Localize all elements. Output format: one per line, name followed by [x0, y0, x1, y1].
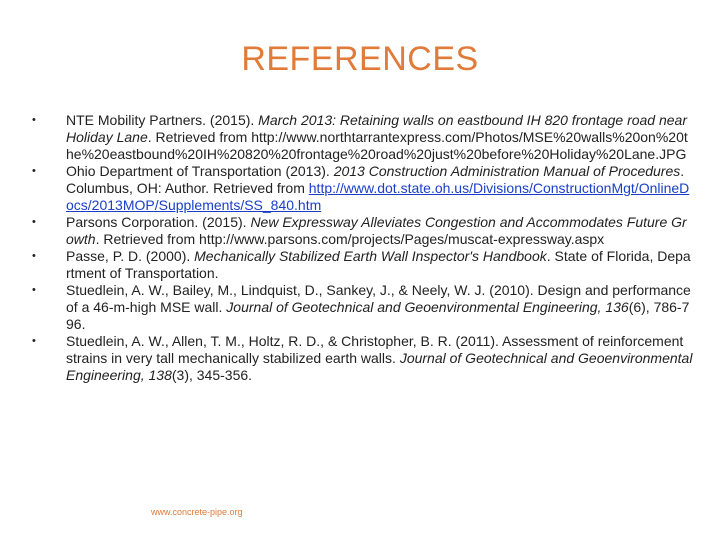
reference-source: . Columbus, OH: Author. Retrieved from — [66, 163, 685, 196]
reference-source: (6), 786-796. — [66, 299, 690, 332]
reference-authors: Stuedlein, A. W., Bailey, M., Lindquist, D., Sankey, J., & Neely, W. J. (2010). Design and performance of a 46-m-high MSE wall. — [66, 282, 691, 315]
references-list — [30, 112, 694, 384]
reference-text — [66, 333, 694, 384]
reference-title: Journal of Geotechnical and Geoenvironmental Engineering, 138 — [66, 350, 693, 383]
reference-text — [66, 163, 694, 214]
reference-source: . Retrieved from http://www.northtarrantexpress.com/Photos/MSE%20walls%20on%20the%20eastbound%20IH%20820%20frontage%20road%20just%20before%20Holiday%20Lane.JPG — [66, 129, 688, 162]
bullet-icon: • — [32, 250, 36, 262]
reference-authors: Passe, P. D. (2000). — [66, 248, 195, 264]
reference-title: 2013 Construction Administration Manual of Procedures — [333, 163, 681, 179]
reference-text — [66, 214, 694, 248]
reference-text — [66, 282, 694, 333]
bullet-icon: • — [32, 216, 36, 228]
reference-item — [30, 282, 694, 333]
reference-item — [30, 248, 694, 282]
bullet-icon: • — [32, 335, 36, 347]
reference-source: . Retrieved from http://www.parsons.com/projects/Pages/muscat-expressway.aspx — [95, 231, 605, 247]
reference-title: Journal of Geotechnical and Geoenvironmental Engineering, 136 — [226, 299, 629, 315]
reference-authors: Parsons Corporation. (2015). — [66, 214, 251, 230]
reference-authors: Ohio Department of Transportation (2013). — [66, 163, 334, 179]
reference-item — [30, 333, 694, 384]
reference-item — [30, 163, 694, 214]
reference-text — [66, 112, 694, 163]
reference-text — [66, 248, 694, 282]
reference-title: New Expressway Alleviates Congestion and Accommodates Future Growth — [66, 214, 687, 247]
reference-link[interactable]: http://www.dot.state.oh.us/Divisions/ConstructionMgt/OnlineDocs/2013MOP/Supplements/SS_840.htm — [66, 180, 690, 213]
reference-title: Mechanically Stabilized Earth Wall Inspector's Handbook — [194, 248, 547, 264]
bullet-icon: • — [32, 284, 36, 296]
bullet-icon: • — [32, 114, 36, 126]
footer-url[interactable]: www.concrete-pipe.org — [151, 507, 243, 517]
reference-source: (3), 345-356. — [171, 367, 253, 383]
reference-authors: Stuedlein, A. W., Allen, T. M., Holtz, R. D., & Christopher, B. R. (2011). Assessment of reinforcement strains in very tall mechanically stabilized earth walls. — [66, 333, 684, 366]
bullet-icon: • — [32, 165, 36, 177]
reference-authors: NTE Mobility Partners. (2015). — [66, 112, 259, 128]
reference-title: March 2013: Retaining walls on eastbound IH 820 frontage road near Holiday Lane — [66, 112, 688, 145]
reference-source: . State of Florida, Department of Transportation. — [66, 248, 691, 281]
reference-item — [30, 214, 694, 248]
reference-item — [30, 112, 694, 163]
page-title: REFERENCES — [241, 40, 479, 78]
